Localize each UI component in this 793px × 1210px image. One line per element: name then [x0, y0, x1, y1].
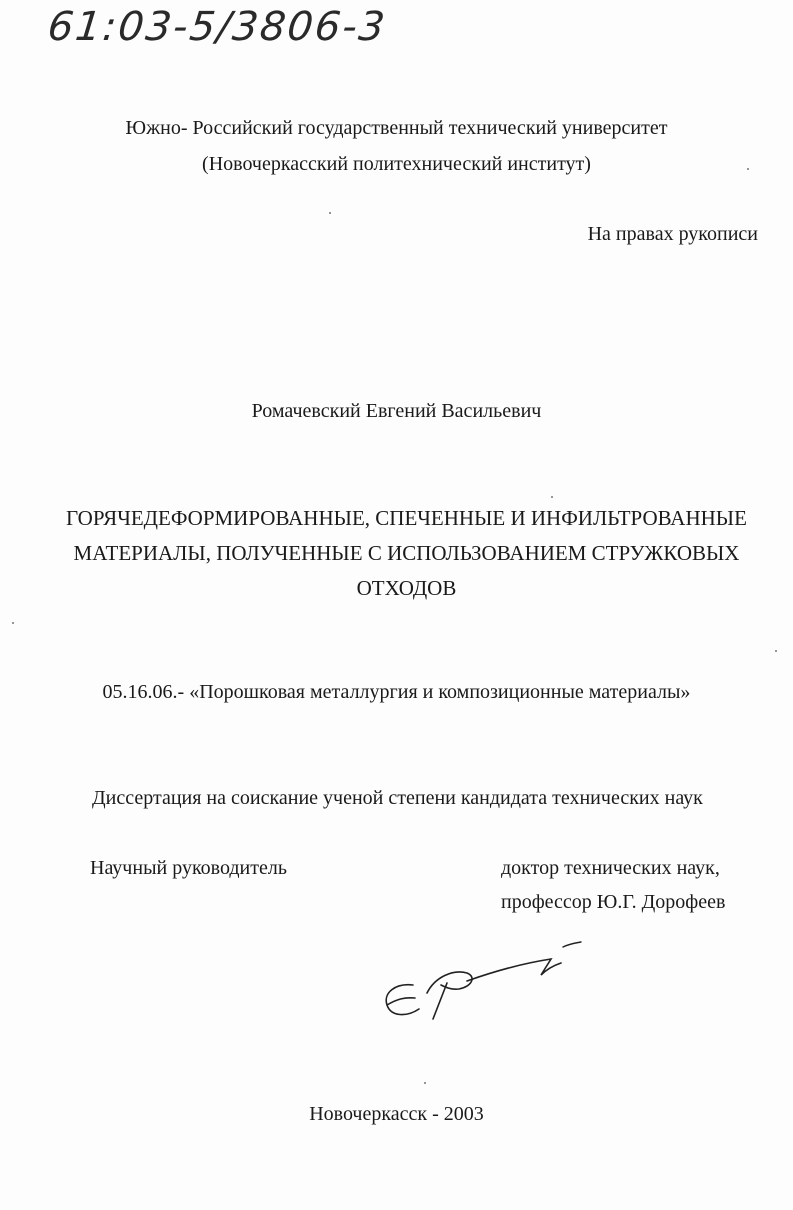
scan-speck [329, 212, 331, 214]
university-name: Южно- Российский государственный технический университет [125, 117, 668, 139]
title-line-2: МАТЕРИАЛЫ, ПОЛУЧЕННЫЕ С ИСПОЛЬЗОВАНИЕМ СТРУЖКОВЫХ [73, 541, 740, 565]
supervisor-label: Научный руководитель [90, 857, 287, 879]
scan-speck [12, 622, 14, 624]
scan-speck [747, 168, 749, 170]
supervisor-name: профессор Ю.Г. Дорофеев [501, 891, 726, 913]
scan-speck [551, 496, 553, 498]
title-line-3: ОТХОДОВ [356, 576, 457, 600]
specialty-code: 05.16.06.- «Порошковая металлургия и композиционные материалы» [102, 681, 691, 703]
dissertation-title [40, 501, 773, 606]
title-line-1: ГОРЯЧЕДЕФОРМИРОВАННЫЕ, СПЕЧЕННЫЕ И ИНФИЛЬТРОВАННЫЕ [66, 506, 747, 530]
scan-speck [775, 650, 777, 652]
scan-speck [424, 1082, 426, 1084]
dissertation-type: Диссертация на соискание ученой степени кандидата технических наук [92, 787, 703, 809]
manuscript-note: На правах рукописи [587, 223, 758, 245]
supervisor-degree: доктор технических наук, [501, 857, 720, 879]
signature-image [375, 935, 595, 1030]
institute-name: (Новочеркасский политехнический институт) [202, 153, 591, 175]
author-name: Ромачевский Евгений Васильевич [251, 400, 542, 422]
archive-code-handwritten: 61:03-5/3806-3 [45, 4, 389, 50]
place-year: Новочеркасск - 2003 [309, 1103, 484, 1125]
